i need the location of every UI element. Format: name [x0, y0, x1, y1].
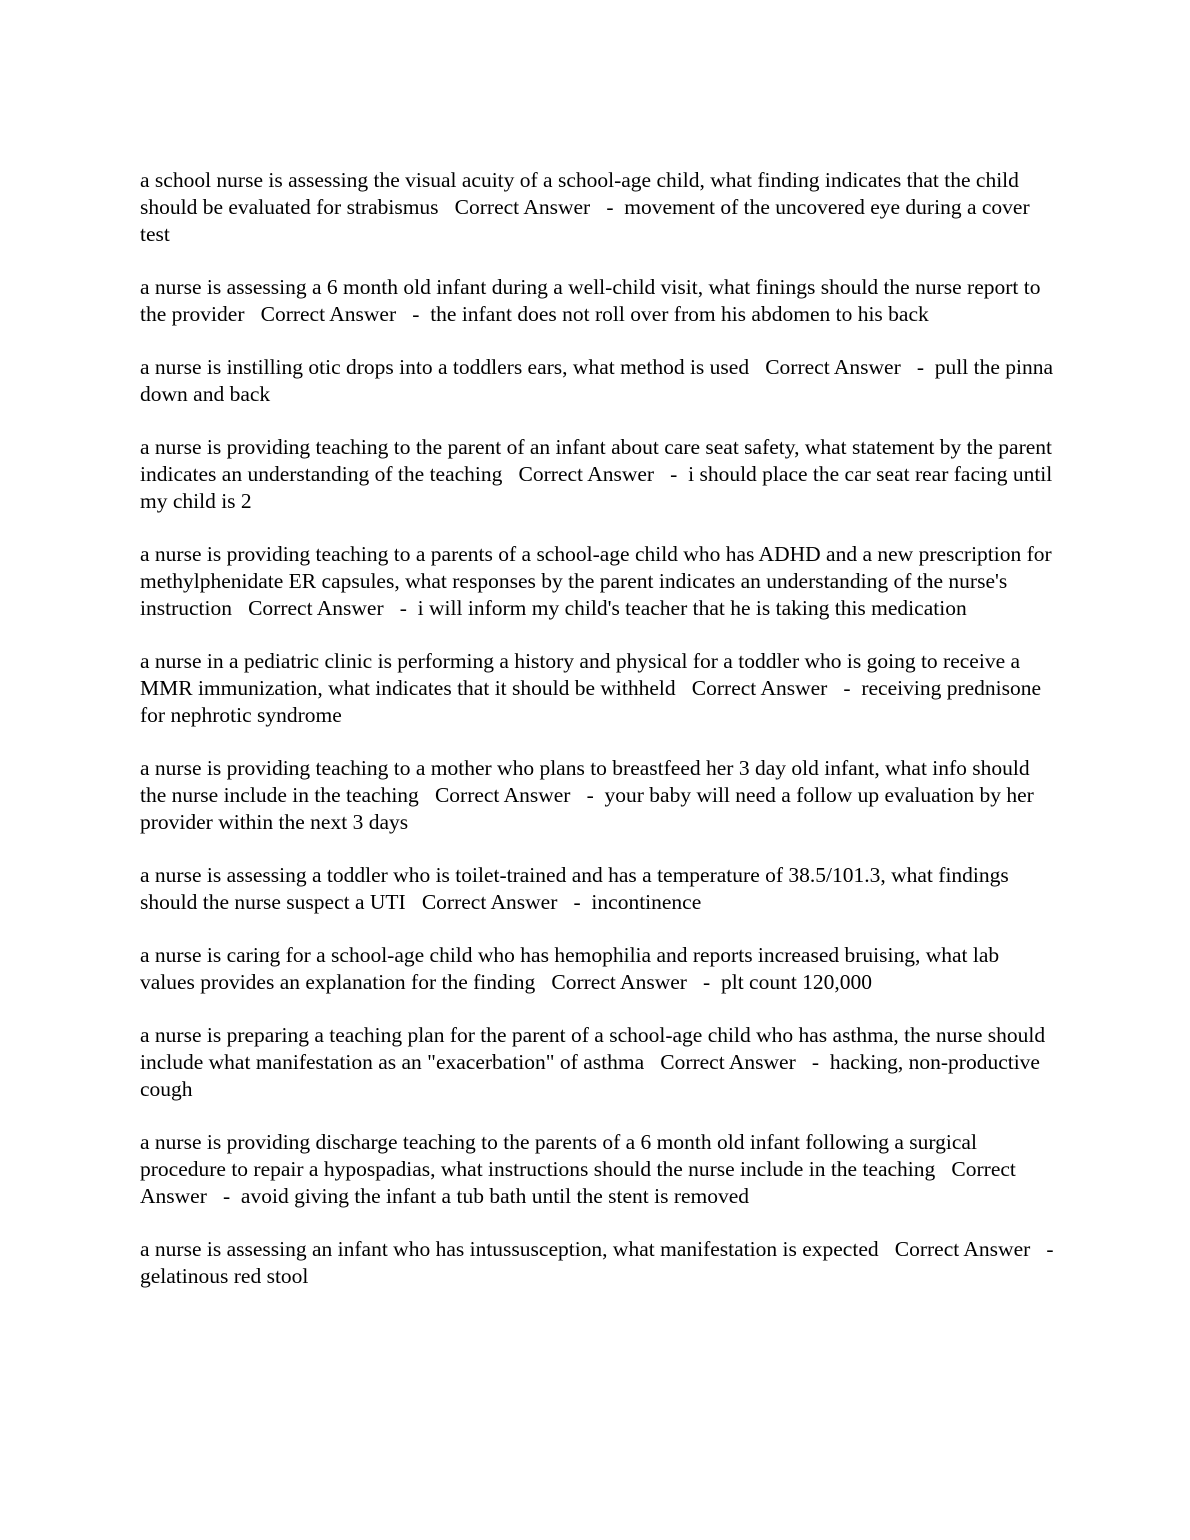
answer-separator: Correct Answer -	[244, 302, 431, 326]
answer-separator: Correct Answer -	[231, 596, 418, 620]
question-text: a school nurse is assessing the visual acuity of a school-age child, what finding indicates that the child should be evaluated for strabismus	[140, 168, 1025, 219]
answer-text: pull the pinna down and back	[140, 355, 1059, 406]
answer-text: movement of the uncovered eye during a cover test	[140, 195, 1035, 246]
answer-text: hacking, non-productive cough	[140, 1050, 1046, 1101]
qa-item-7	[140, 755, 1055, 836]
qa-item-9	[140, 942, 1055, 996]
answer-text: receiving prednisone for nephrotic syndrome	[140, 676, 1047, 727]
answer-text: your baby will need a follow up evaluation by her provider within the next 3 days	[140, 783, 1040, 834]
answer-separator: Correct Answer -	[502, 462, 689, 486]
question-text: a nurse is assessing a 6 month old infant during a well-child visit, what finings should the nurse report to the provider	[140, 275, 1046, 326]
answer-text: avoid giving the infant a tub bath until the stent is removed	[240, 1184, 750, 1208]
question-text: a nurse is caring for a school-age child who has hemophilia and reports increased bruising, what lab values provides an explanation for the finding	[140, 943, 1005, 994]
answer-separator: Correct Answer -	[140, 1157, 1021, 1208]
question-text: a nurse is providing discharge teaching to the parents of a 6 month old infant following a surgical procedure to repair a hypospadias, what instructions should the nurse include in the teaching	[140, 1130, 983, 1181]
answer-separator: Correct Answer -	[749, 355, 935, 379]
answer-separator: Correct Answer -	[405, 890, 592, 914]
question-text: a nurse is assessing an infant who has intussusception, what manifestation is expected	[140, 1237, 879, 1261]
document-page	[140, 167, 1065, 1316]
qa-item-8	[140, 862, 1055, 916]
qa-item-5	[140, 541, 1058, 622]
answer-text: incontinence	[591, 890, 702, 914]
qa-item-4	[140, 434, 1058, 515]
question-text: a nurse is providing teaching to a mother who plans to breastfeed her 3 day old infant, what info should the nurse include in the teaching	[140, 756, 1036, 807]
question-text: a nurse is providing teaching to the parent of an infant about care seat safety, what statement by the parent indicates an understanding of the teaching	[140, 435, 1058, 486]
qa-item-12	[140, 1236, 1065, 1290]
answer-separator: Correct Answer -	[644, 1050, 830, 1074]
answer-text: the infant does not roll over from his abdomen to his back	[430, 302, 929, 326]
answer-text: i should place the car seat rear facing until my child is 2	[140, 462, 1058, 513]
answer-separator: Correct Answer -	[675, 676, 862, 700]
question-text: a nurse is assessing a toddler who is toilet-trained and has a temperature of 38.5/101.3, what findings should the nurse suspect a UTI	[140, 863, 1015, 914]
answer-separator: Correct Answer -	[438, 195, 625, 219]
qa-item-11	[140, 1129, 1055, 1210]
answer-text: plt count 120,000	[720, 970, 873, 994]
qa-item-2	[140, 274, 1055, 328]
answer-text: gelatinous red stool	[140, 1264, 309, 1288]
question-text: a nurse is preparing a teaching plan for the parent of a school-age child who has asthma, the nurse should include what manifestation as an "exacerbation" of asthma	[140, 1023, 1051, 1074]
question-text: a nurse in a pediatric clinic is performing a history and physical for a toddler who is going to receive a MMR immunization, what indicates that it should be withheld	[140, 649, 1026, 700]
answer-separator: Correct Answer -	[535, 970, 721, 994]
qa-item-3	[140, 354, 1059, 408]
qa-item-6	[140, 648, 1055, 729]
answer-text: i will inform my child's teacher that he is taking this medication	[417, 596, 967, 620]
question-text: a nurse is providing teaching to a parents of a school-age child who has ADHD and a new prescription for methylphenidate ER capsules, what responses by the parent indicates an understanding of the nurse's instruction	[140, 542, 1058, 620]
answer-separator: Correct Answer -	[878, 1237, 1065, 1261]
question-text: a nurse is instilling otic drops into a toddlers ears, what method is used	[140, 355, 750, 379]
qa-item-1	[140, 167, 1055, 248]
qa-item-10	[140, 1022, 1055, 1103]
answer-separator: Correct Answer -	[418, 783, 605, 807]
